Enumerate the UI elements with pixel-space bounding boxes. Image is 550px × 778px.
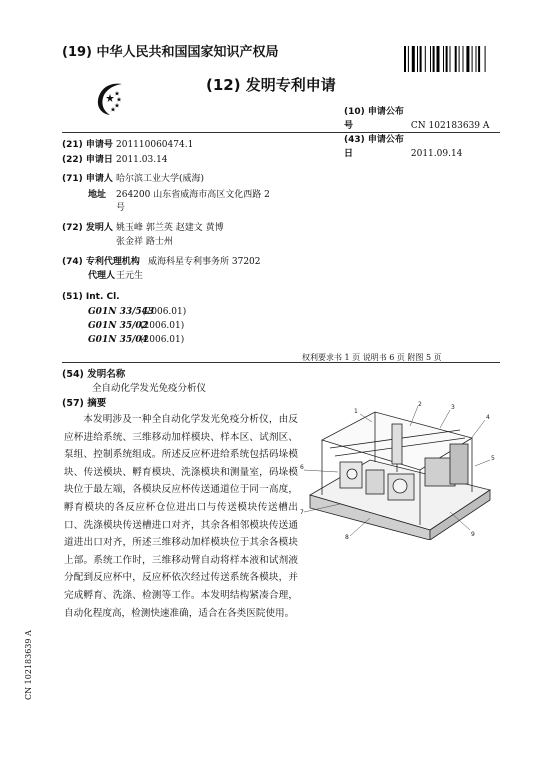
publication-info	[344, 105, 489, 161]
figure-label-2: 2	[418, 401, 422, 408]
address-label: 地址	[88, 190, 107, 200]
figure-label-8: 8	[345, 534, 349, 540]
barcode-bar	[420, 46, 422, 72]
barcode-bar	[417, 46, 418, 72]
intcl-label: (51) Int. Cl.	[62, 292, 120, 302]
ipc-code-3: G01N 35/04	[88, 335, 148, 345]
agent: 王元生	[116, 271, 144, 281]
publication-number: CN 102183639 A	[410, 121, 490, 131]
figure-label-1: 1	[354, 408, 358, 415]
app-no-label: (21) 申请号	[62, 140, 113, 150]
barcode-bar	[450, 46, 451, 72]
agency-label: (74) 专利代理机构	[62, 257, 140, 267]
address-line2: 号	[116, 203, 126, 213]
document-type-title: (12) 发明专利申请	[206, 76, 336, 94]
barcode-bar	[472, 46, 473, 72]
agent-label: 代理人	[88, 271, 116, 281]
figure-label-3: 3	[451, 404, 455, 411]
barcode-bar	[485, 46, 486, 72]
ipc-code-1: G01N 33/543	[88, 307, 155, 317]
invention-title-label: (54) 发明名称	[62, 369, 126, 380]
barcode-bar	[466, 46, 469, 72]
abstract-label: (57) 摘要	[62, 398, 107, 409]
ipc-version-2: (2006.01)	[140, 321, 185, 331]
applicant: 哈尔滨工业大学(威海)	[116, 174, 205, 184]
publication-number-label: (10) 申请公布号	[344, 107, 404, 131]
app-date: 2011.03.14	[116, 155, 168, 165]
top-rule	[62, 132, 500, 133]
address-line1: 264200 山东省威海市高区文化西路 2	[116, 190, 270, 200]
ipc-version-3: (2006.01)	[140, 335, 185, 345]
barcode-bar	[463, 46, 464, 72]
publication-date-label: (43) 申请公布日	[344, 135, 404, 159]
barcode-bar	[430, 46, 431, 72]
app-no: 201110060474.1	[116, 140, 194, 150]
barcode-bar	[478, 46, 480, 72]
ipc-code-2: G01N 35/02	[88, 321, 148, 331]
app-date-label: (22) 申请日	[62, 155, 113, 165]
barcode-bar	[459, 46, 460, 72]
mid-rule	[62, 362, 500, 363]
publication-date: 2011.09.14	[410, 149, 463, 159]
barcode-bar	[433, 46, 435, 72]
apparatus-drawing	[300, 400, 500, 540]
figure-label-5: 5	[491, 455, 495, 462]
barcode-bar	[476, 46, 477, 72]
agency: 威海科星专利事务所 37202	[148, 257, 261, 267]
bibliographic-data	[62, 139, 302, 349]
cnipa-logo	[88, 80, 128, 116]
applicant-label: (71) 申请人	[62, 174, 113, 184]
barcode-bar	[443, 46, 444, 72]
figure-label-6: 6	[300, 464, 304, 471]
invention-title: 全自动化学发光免疫分析仪	[92, 383, 207, 394]
abstract-text: 本发明涉及一种全自动化学发光免疫分析仪，由反应杯进给系统、三维移动加样模块、样本区、试剂区、泵组、控制系统组成。所述反应杯进给系统包括码垛模块、传送模块、孵育模块、洗涤模块和测量室，码垛模块位于最左端，各模块反应杯传送通道位于同一高度，孵育模块的各反应杯仓位进出口与传送模块传送槽出口、洗涤模块传送槽进口对齐，其余各相邻模块传送通道进出口对齐，所述三维移动加样模块位于其余各模块上部。系统工作时，三维移动臂自动将样本液和试剂液分配到反应杯中，反应杯依次经过传送系统各模块，并完成孵育、洗涤、检测等工作。本发明结构紧凑合理，自动化程度高，检测快速准确，适合在各类医院使用。	[64, 414, 298, 619]
barcode-bar	[412, 46, 415, 72]
figure-label-7: 7	[300, 509, 304, 516]
barcode-bar	[446, 46, 448, 72]
page-counts: 权利要求书 1 页 说明书 6 页 附图 5 页	[302, 353, 442, 362]
side-publication-code: CN 102183639 A	[24, 630, 33, 700]
barcode-bar	[404, 46, 406, 72]
figure-label-4: 4	[486, 414, 490, 421]
barcode	[404, 46, 510, 72]
office-header: (19) 中华人民共和国国家知识产权局	[62, 45, 279, 60]
ipc-version-1: (2006.01)	[142, 307, 187, 317]
figure-label-9: 9	[471, 531, 475, 538]
barcode-bar	[437, 46, 440, 72]
barcode-bar	[408, 46, 409, 72]
inventors-line1: 姚玉峰 郭兰英 赵建文 黄博	[116, 223, 224, 233]
barcode-bar	[455, 46, 457, 72]
inventors-line2: 张金祥 路士州	[116, 237, 173, 247]
barcode-bar	[425, 46, 426, 72]
inventor-label: (72) 发明人	[62, 223, 113, 233]
